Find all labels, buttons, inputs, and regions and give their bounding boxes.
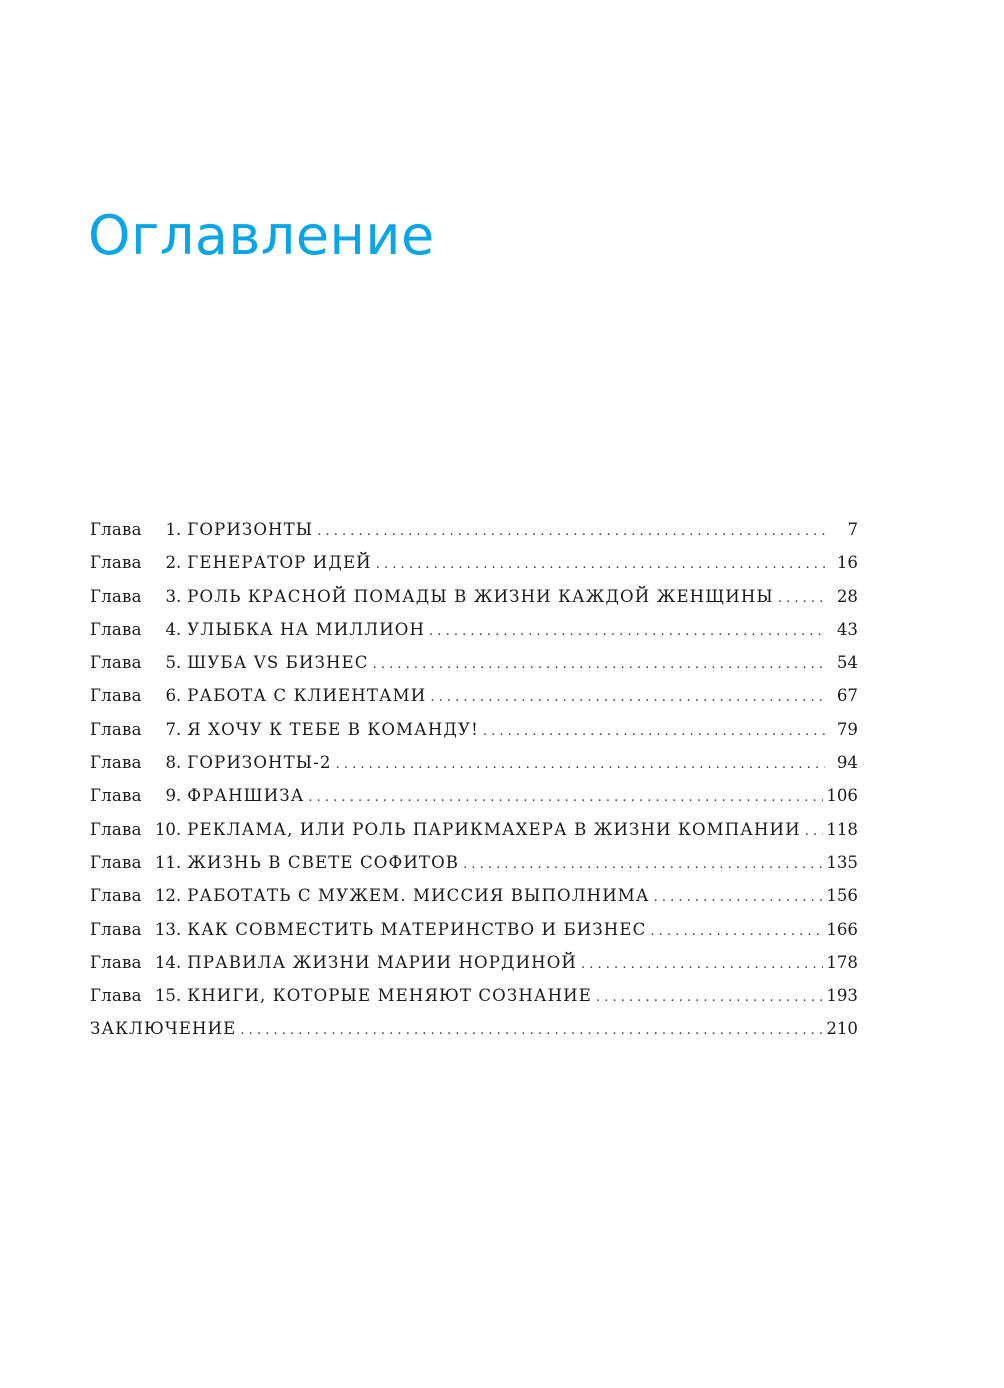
- page-number: 79: [836, 719, 858, 739]
- dot-leader: [581, 948, 823, 981]
- conclusion-title: ЗАКЛЮЧЕНИЕ: [90, 1019, 237, 1039]
- chapter-number-dot: .: [176, 786, 182, 806]
- chapter-prefix: Глава: [90, 586, 142, 606]
- chapter-title: РАБОТА С КЛИЕНТАМИ: [187, 686, 427, 706]
- chapter-number: 11: [154, 852, 176, 872]
- page-number: 166: [826, 919, 858, 939]
- toc-entry[interactable]: [90, 879, 858, 912]
- chapter-number: 8: [165, 753, 176, 773]
- chapter-prefix: Глава: [90, 952, 142, 972]
- chapter-title: ЖИЗНЬ В СВЕТЕ СОФИТОВ: [187, 852, 460, 872]
- chapter-number-dot: .: [176, 520, 182, 539]
- chapter-title: ШУБА VS БИЗНЕС: [187, 653, 369, 673]
- page-number: 118: [826, 819, 858, 839]
- toc-entry[interactable]: [90, 646, 858, 679]
- chapter-number-dot: .: [176, 586, 182, 606]
- table-of-contents: [90, 513, 858, 1046]
- dot-leader: [430, 681, 825, 714]
- toc-entry[interactable]: [90, 713, 858, 746]
- chapter-number-dot: .: [176, 653, 182, 673]
- chapter-title: Я ХОЧУ К ТЕБЕ В КОМАНДУ!: [187, 719, 479, 739]
- chapter-number-dot: .: [176, 919, 182, 939]
- chapter-title: ГОРИЗОНТЫ: [187, 520, 314, 539]
- toc-entry-conclusion[interactable]: [90, 1012, 858, 1045]
- chapter-number-dot: .: [176, 986, 182, 1006]
- chapter-number: 15: [154, 986, 176, 1006]
- chapter-number: 9: [165, 786, 176, 806]
- page-number: 43: [836, 619, 858, 639]
- toc-entry[interactable]: [90, 679, 858, 712]
- toc-entry[interactable]: [90, 846, 858, 879]
- page-number: 7: [847, 520, 858, 539]
- page-number: 210: [826, 1019, 858, 1039]
- chapter-prefix: Глава: [90, 686, 142, 706]
- chapter-prefix: Глава: [90, 653, 142, 673]
- page-number: 135: [826, 852, 858, 872]
- chapter-number: 4: [165, 619, 176, 639]
- chapter-prefix: Глава: [90, 719, 142, 739]
- chapter-number: 6: [165, 686, 176, 706]
- chapter-number-dot: .: [176, 553, 182, 573]
- chapter-title: РОЛЬ КРАСНОЙ ПОМАДЫ В ЖИЗНИ КАЖДОЙ ЖЕНЩИНЫ: [187, 586, 774, 606]
- dot-leader: [463, 848, 823, 881]
- page-number: 16: [836, 553, 858, 573]
- chapter-number: 10: [154, 819, 176, 839]
- toc-entry[interactable]: [90, 779, 858, 812]
- chapter-title: КАК СОВМЕСТИТЬ МАТЕРИНСТВО И БИЗНЕС: [187, 919, 647, 939]
- chapter-number: 13: [154, 919, 176, 939]
- chapter-title: РАБОТАТЬ С МУЖЕМ. МИССИЯ ВЫПОЛНИМА: [187, 886, 650, 906]
- page-number: 28: [836, 586, 858, 606]
- toc-entry[interactable]: [90, 746, 858, 779]
- dot-leader: [805, 815, 824, 848]
- chapter-number-dot: .: [176, 753, 182, 773]
- chapter-title: УЛЫБКА НА МИЛЛИОН: [187, 619, 426, 639]
- chapter-title: ГОРИЗОНТЫ-2: [187, 753, 332, 773]
- chapter-prefix: Глава: [90, 553, 142, 573]
- dot-leader: [336, 748, 825, 781]
- chapter-prefix: Глава: [90, 852, 142, 872]
- dot-leader: [778, 582, 825, 615]
- chapter-title: РЕКЛАМА, ИЛИ РОЛЬ ПАРИКМАХЕРА В ЖИЗНИ КОМПАНИИ: [187, 819, 801, 839]
- chapter-title: ФРАНШИЗА: [187, 786, 305, 806]
- chapter-number: 5: [165, 653, 176, 673]
- page-number: 54: [836, 653, 858, 673]
- chapter-number: 3: [165, 586, 176, 606]
- dot-leader: [483, 715, 825, 748]
- chapter-prefix: Глава: [90, 819, 142, 839]
- chapter-number-dot: .: [176, 852, 182, 872]
- page-number: 193: [826, 986, 858, 1006]
- page-number: 178: [826, 952, 858, 972]
- toc-entry[interactable]: [90, 580, 858, 613]
- chapter-prefix: Глава: [90, 986, 142, 1006]
- chapter-number: 7: [165, 719, 176, 739]
- toc-entry[interactable]: [90, 946, 858, 979]
- toc-entry[interactable]: [90, 513, 858, 546]
- page-title: Оглавление: [88, 204, 435, 267]
- chapter-number: 12: [154, 886, 176, 906]
- toc-entry[interactable]: [90, 813, 858, 846]
- page-number: 94: [836, 753, 858, 773]
- dot-leader: [654, 881, 824, 914]
- page-number: 106: [826, 786, 858, 806]
- chapter-title: ГЕНЕРАТОР ИДЕЙ: [187, 553, 372, 573]
- toc-entry[interactable]: [90, 546, 858, 579]
- page-number: 67: [836, 686, 858, 706]
- chapter-prefix: Глава: [90, 786, 142, 806]
- chapter-number-dot: .: [176, 686, 182, 706]
- dot-leader: [317, 515, 825, 548]
- dot-leader: [373, 648, 825, 681]
- toc-entry[interactable]: [90, 613, 858, 646]
- chapter-number-dot: .: [176, 619, 182, 639]
- chapter-number-dot: .: [176, 819, 182, 839]
- chapter-prefix: Глава: [90, 886, 142, 906]
- dot-leader: [240, 1014, 823, 1047]
- dot-leader: [650, 915, 823, 948]
- chapter-prefix: Глава: [90, 753, 142, 773]
- chapter-number: 2: [165, 553, 176, 573]
- dot-leader: [308, 781, 823, 814]
- chapter-title: ПРАВИЛА ЖИЗНИ МАРИИ НОРДИНОЙ: [187, 952, 577, 972]
- chapter-number: 14: [154, 952, 176, 972]
- chapter-title: КНИГИ, КОТОРЫЕ МЕНЯЮТ СОЗНАНИЕ: [187, 986, 592, 1006]
- chapter-prefix: Глава: [90, 919, 142, 939]
- chapter-prefix: Глава: [90, 520, 142, 539]
- page-number: 156: [826, 886, 858, 906]
- dot-leader: [596, 981, 823, 1014]
- chapter-number-dot: .: [176, 952, 182, 972]
- dot-leader: [429, 615, 825, 648]
- chapter-prefix: Глава: [90, 619, 142, 639]
- toc-entry[interactable]: [90, 979, 858, 1012]
- chapter-number-dot: .: [176, 886, 182, 906]
- dot-leader: [376, 548, 825, 581]
- toc-entry[interactable]: [90, 913, 858, 946]
- chapter-number: 1: [165, 520, 176, 539]
- chapter-number-dot: .: [176, 719, 182, 739]
